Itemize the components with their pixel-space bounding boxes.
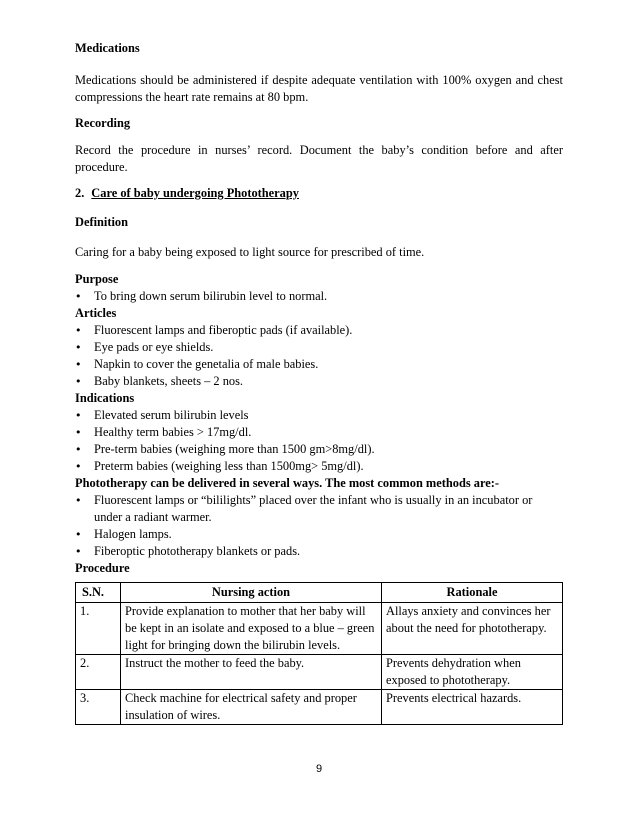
bullet-icon: • [75, 341, 82, 355]
list-item-text: Baby blankets, sheets – 2 nos. [94, 374, 244, 389]
procedure-table [75, 582, 563, 725]
list-item-text: Halogen lamps. [94, 527, 172, 542]
table-row [76, 603, 563, 655]
bullet-icon: • [75, 375, 82, 389]
cell-sn: 3. [76, 690, 121, 725]
table-row [76, 655, 563, 690]
cell-rationale: Prevents dehydration when exposed to phototherapy. [382, 655, 563, 690]
column-header-sn: S.N. [76, 583, 121, 603]
list-item [75, 526, 563, 543]
section-number: 2. [75, 186, 85, 200]
list-item-text: Preterm babies (weighing less than 1500mg> 5mg/dl). [94, 459, 364, 474]
bullet-icon: • [75, 324, 82, 338]
list-item-text: Pre-term babies (weighing more than 1500 gm>8mg/dl). [94, 442, 375, 457]
list-item [75, 407, 563, 424]
recording-heading: Recording [75, 116, 131, 130]
purpose-heading: Purpose [75, 272, 119, 287]
cell-rationale: Prevents electrical hazards. [382, 690, 563, 725]
list-item-text: Fluorescent lamps and fiberoptic pads (if available). [94, 323, 353, 338]
procedure-heading: Procedure [75, 561, 130, 576]
bullet-icon: • [75, 426, 82, 440]
bullet-icon: • [75, 290, 82, 304]
bullet-icon: • [75, 545, 82, 559]
bullet-icon: • [75, 460, 82, 474]
definition-text: Caring for a baby being exposed to light source for prescribed of time. [75, 245, 425, 260]
cell-sn: 2. [76, 655, 121, 690]
list-item [75, 441, 563, 458]
list-item-text: Fluorescent lamps or “bililights” placed over the infant who is usually in an incubator or under a radiant warmer. [94, 493, 533, 525]
list-item [75, 492, 563, 526]
cell-nursing-action: Instruct the mother to feed the baby. [121, 655, 382, 690]
articles-list [75, 322, 563, 390]
phototherapy-methods-heading: Phototherapy can be delivered in several ways. The most common methods are:- [75, 476, 499, 491]
column-header-rationale: Rationale [382, 583, 563, 603]
recording-text: Record the procedure in nurses’ record. Document the baby’s condition before and after procedure. [75, 143, 563, 174]
list-item [75, 356, 563, 373]
list-item [75, 322, 563, 339]
definition-heading: Definition [75, 215, 129, 230]
page-number: 9 [315, 763, 323, 775]
cell-nursing-action: Check machine for electrical safety and proper insulation of wires. [121, 690, 382, 725]
bullet-icon: • [75, 409, 82, 423]
list-item [75, 373, 563, 390]
medications-heading: Medications [75, 41, 140, 55]
cell-rationale: Allays anxiety and convinces her about the need for phototherapy. [382, 603, 563, 655]
bullet-icon: • [75, 528, 82, 542]
cell-sn: 1. [76, 603, 121, 655]
bullet-icon: • [75, 494, 82, 508]
list-item-text: Fiberoptic phototherapy blankets or pads. [94, 544, 301, 559]
section-heading [75, 185, 563, 202]
document-page [75, 40, 563, 725]
medications-text: Medications should be administered if despite adequate ventilation with 100% oxygen and chest compressions the heart rate remains at 80 bpm. [75, 73, 563, 104]
bullet-icon: • [75, 358, 82, 372]
purpose-list [75, 288, 563, 305]
list-item [75, 543, 563, 560]
list-item [75, 458, 563, 475]
list-item-text: To bring down serum bilirubin level to normal. [94, 289, 328, 304]
list-item [75, 288, 563, 305]
indications-list [75, 407, 563, 475]
bullet-icon: • [75, 443, 82, 457]
table-header-row [76, 583, 563, 603]
section-title: Care of baby undergoing Phototherapy [91, 186, 299, 200]
list-item [75, 424, 563, 441]
table-row [76, 690, 563, 725]
articles-heading: Articles [75, 306, 117, 321]
cell-nursing-action: Provide explanation to mother that her baby will be kept in an isolate and exposed to a blue – green light for bringing down the bilirubin levels. [121, 603, 382, 655]
column-header-nursing-action: Nursing action [121, 583, 382, 603]
list-item-text: Eye pads or eye shields. [94, 340, 214, 355]
list-item-text: Healthy term babies > 17mg/dl. [94, 425, 252, 440]
phototherapy-methods-list [75, 492, 563, 560]
indications-heading: Indications [75, 391, 135, 406]
list-item-text: Napkin to cover the genetalia of male babies. [94, 357, 319, 372]
list-item-text: Elevated serum bilirubin levels [94, 408, 249, 423]
list-item [75, 339, 563, 356]
